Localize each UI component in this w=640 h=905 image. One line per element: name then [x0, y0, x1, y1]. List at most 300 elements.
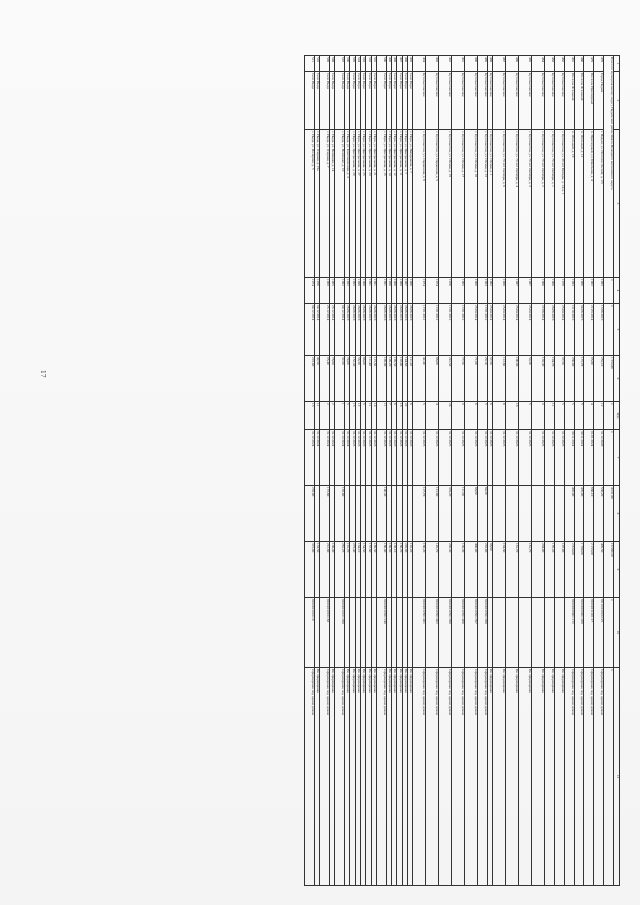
cell-land-area: 335,20 [439, 486, 452, 542]
cell-cadastral-number [519, 598, 532, 668]
cell-land-status: Сформирован под одним домом [320, 668, 330, 886]
cell-land-area: 270,00 [305, 486, 315, 542]
cell-row-number: 491 [452, 56, 465, 72]
cell-land-status: Сформирован под одним домом [305, 668, 315, 886]
cell-year-built: 1988 [545, 278, 555, 304]
cell-residents: 24 [439, 402, 452, 430]
cell-relocation-deadline: 31.12.2024 [314, 430, 319, 486]
cell-area: 111,40 [366, 356, 371, 402]
cell-land-status: Сформирован под одним домом [478, 668, 488, 886]
cell-land-status: Сформирован под одним домом [376, 668, 386, 886]
cell-land-area [402, 486, 407, 542]
cell-address: с. Нори, ул. Центральная, д. 15 [376, 130, 386, 278]
cell-address: с. Нори, ул. Центральная, д. 21 [371, 130, 376, 278]
cell-land-area [371, 486, 376, 542]
cell-settlement: Кутопьюганское [493, 72, 506, 130]
table-row [371, 56, 376, 886]
cell-recognition-date: 25.04.2014 [493, 304, 506, 356]
cell-relocation-deadline: 31.12.2025 [532, 430, 545, 486]
cell-row-number: 484 [532, 56, 545, 72]
cell-land-area [397, 486, 402, 542]
cell-settlement: Село Нори [386, 72, 391, 130]
housing-table [304, 55, 620, 886]
cell-settlement: Поселок Ягельный [574, 72, 584, 130]
cell-land-status: Сформирован под одним домом [564, 668, 574, 886]
cell-recognition-date: 10.10.2013 [564, 304, 574, 356]
cell-year-built: 1969 [320, 278, 330, 304]
cell-year-built: 1988 [355, 278, 360, 304]
cell-building-area: 400,00 [465, 542, 478, 598]
cell-address: с. Кутопьюган, ул. 70 лет Октября, д. 2 [532, 130, 545, 278]
cell-land-status: Сформирован под одним домом [584, 668, 594, 886]
cell-settlement: Кутопьюганское [487, 72, 492, 130]
cell-address: с. Кутопьюган, ул. 30 лет Победы, д. 14, к. 1 [555, 130, 565, 278]
cell-cadastral-number: 89:04:020401:172 [564, 598, 574, 668]
cell-land-area: 420,00 [564, 486, 574, 542]
cell-cadastral-number [366, 598, 371, 668]
cell-address: с. Ныда, ул. Озерная, д. 7 [320, 130, 330, 278]
cell-address: с. Кутопьюган, ул. 70 лет Октября, д. 1 [545, 130, 555, 278]
cell-area: 95,80 [584, 356, 594, 402]
cell-address: с. Нори, ул. Центральная, д. 25 [360, 130, 365, 278]
cell-land-area [555, 486, 565, 542]
cell-land-status: Не сформирован [391, 668, 396, 886]
table-row [329, 56, 334, 886]
col-num-12: 12 [614, 668, 620, 886]
cell-land-status: Сформирован под одним домом [426, 668, 439, 886]
cell-row-number: 481 [564, 56, 574, 72]
cell-recognition-date: 17.01.2012 [439, 304, 452, 356]
cell-cadastral-number [360, 598, 365, 668]
cell-row-number: 509 [320, 56, 330, 72]
cell-address: с. Кутопьюган, ул. 70 лет Октября, д. 6 [493, 130, 506, 278]
table-row [555, 56, 565, 886]
cell-recognition-date: 28.06.2016 [366, 304, 371, 356]
cell-building-area: 209,30 [439, 542, 452, 598]
cell-year-built: 1995 [350, 278, 355, 304]
cell-row-number: 494 [413, 56, 426, 72]
cell-year-built: 1988 [493, 278, 506, 304]
cell-address: с. Нори, ул. Центральная, д. 23 [366, 130, 371, 278]
cell-land-status: Не сформирован [366, 668, 371, 886]
cell-land-status: Не сформирован [545, 668, 555, 886]
cell-settlement: Поселок Приозерный [584, 72, 594, 130]
cell-land-area [545, 486, 555, 542]
table-row [465, 56, 478, 886]
cell-relocation-deadline: 31.12.2025 [545, 430, 555, 486]
cell-building-area: 161,70 [506, 542, 519, 598]
cell-row-number: 508 [329, 56, 334, 72]
cell-year-built: 1987 [402, 278, 407, 304]
cell-building-area: 275,40 [350, 542, 355, 598]
cell-year-built: 1974 [305, 278, 315, 304]
table-row [439, 56, 452, 886]
cell-address: с. Кутопьюган, ул. 70 лет Октября, д. 3 [519, 130, 532, 278]
cell-cadastral-number [506, 598, 519, 668]
cell-settlement: Город Надым [594, 72, 604, 130]
summary-cell: 16 500,50 [604, 542, 614, 598]
table-row [478, 56, 488, 886]
col-num-6: 6 [614, 356, 620, 402]
cell-cadastral-number [314, 598, 319, 668]
cell-area: 110,00 [397, 356, 402, 402]
cell-residents: 16 [506, 402, 519, 430]
cell-residents: 14 [371, 402, 376, 430]
table-body [305, 56, 620, 886]
cell-recognition-date: 28.06.2016 [371, 304, 376, 356]
col-num-2: 2 [614, 72, 620, 130]
cell-area: 109,50 [391, 356, 396, 402]
cell-relocation-deadline: 31.12.2025 [506, 430, 519, 486]
cell-relocation-deadline: 31.12.2023 [350, 430, 355, 486]
col-num-1: 1 [614, 56, 620, 72]
cell-year-built: 1987 [519, 278, 532, 304]
cell-relocation-deadline: 31.12.2025 [465, 430, 478, 486]
cell-building-area: 154,50 [360, 542, 365, 598]
col-num-6-9: 6(9) [614, 402, 620, 430]
cell-row-number: 492 [439, 56, 452, 72]
cell-residents: 6 [465, 402, 478, 430]
cell-recognition-date: 17.01.2012 [478, 304, 488, 356]
cell-land-status: Сформирован под одним домом [574, 668, 584, 886]
cell-area: 77,50 [452, 356, 465, 402]
cell-settlement: Кутопьюганское [439, 72, 452, 130]
cell-year-built: 1987 [506, 278, 519, 304]
cell-relocation-deadline: 31.12.2025 [439, 430, 452, 486]
cell-recognition-date: 28.06.2016 [376, 304, 386, 356]
cell-land-status: Не сформирован [532, 668, 545, 886]
cell-year-built: 1963 [478, 278, 488, 304]
cell-recognition-date: 04.12.2014 [314, 304, 319, 356]
cell-land-area [487, 486, 492, 542]
cell-address: с. Нори, ул. Набережная, д. 7 [407, 130, 412, 278]
cell-land-area: 172,80 [320, 486, 330, 542]
table-row [305, 56, 315, 886]
cell-area: 100,90 [506, 356, 519, 402]
cell-year-built: 1988 [391, 278, 396, 304]
cell-settlement: Село Ныда [314, 72, 319, 130]
cell-residents: 11 [314, 402, 319, 430]
cell-area: 74,00 [345, 356, 350, 402]
cell-year-built: 1988 [532, 278, 545, 304]
cell-residents: 16 [397, 402, 402, 430]
cell-settlement: Кутопьюганское [426, 72, 439, 130]
cell-recognition-date: 04.12.2014 [305, 304, 315, 356]
cell-year-built: 1991 [371, 278, 376, 304]
cell-recognition-date: 21.03.2014 [584, 304, 594, 356]
cell-cadastral-number [371, 598, 376, 668]
cell-row-number: 489 [478, 56, 488, 72]
cell-year-built: 1976 [555, 278, 565, 304]
cell-address: с. Кутопьюган, ул. Обская, д. 19 [439, 130, 452, 278]
cell-relocation-deadline: 31.12.2023 [402, 430, 407, 486]
cell-land-status: Не сформирован [345, 668, 350, 886]
cell-cadastral-number: 89:04:010501:402 [426, 598, 439, 668]
cell-recognition-date: 28.06.2016 [350, 304, 355, 356]
cell-relocation-deadline: 31.12.2025 [487, 430, 492, 486]
summary-cell: х [604, 430, 614, 486]
cell-recognition-date: 25.04.2014 [487, 304, 492, 356]
rotated-table-sheet [80, 55, 620, 885]
cell-building-area: 133,50 [314, 542, 319, 598]
cell-year-built: 1983 [564, 278, 574, 304]
cell-land-status: Сформирован под одним домом [335, 668, 345, 886]
cell-cadastral-number [493, 598, 506, 668]
cell-building-area: 139,30 [452, 542, 465, 598]
cell-land-area [345, 486, 350, 542]
cell-land-status: Сформирован под одним домом [452, 668, 465, 886]
table-row [402, 56, 407, 886]
cell-building-area: 212,80 [320, 542, 330, 598]
cell-area: 29,10 [478, 356, 488, 402]
cell-land-area [355, 486, 360, 542]
cell-year-built: 1986 [574, 278, 584, 304]
summary-cell: 4 031,90 [604, 486, 614, 542]
table-row [355, 56, 360, 886]
cell-recognition-date: 28.06.2016 [407, 304, 412, 356]
cell-recognition-date: 28.06.2016 [397, 304, 402, 356]
cell-recognition-date: 25.04.2014 [519, 304, 532, 356]
cell-row-number: 485 [519, 56, 532, 72]
cell-cadastral-number [555, 598, 565, 668]
table-row [335, 56, 345, 886]
cell-cadastral-number [391, 598, 396, 668]
cell-cadastral-number: 89:04:010501:398 [478, 598, 488, 668]
cell-settlement: Поселок Ягельный [564, 72, 574, 130]
cell-land-area: 538,20 [594, 486, 604, 542]
cell-area: 37,50 [555, 356, 565, 402]
cell-building-area: 160,40 [376, 542, 386, 598]
cell-settlement: Кутопьюганское [519, 72, 532, 130]
table-row [506, 56, 519, 886]
cell-residents: 13 [305, 402, 315, 430]
cell-residents: 9 [532, 402, 545, 430]
cell-address: с. Ныда, ул. Полярная, д. 5 [305, 130, 315, 278]
cell-building-area: 189,50 [371, 542, 376, 598]
cell-land-status: Не сформирован [355, 668, 360, 886]
col-num-5: 5 [614, 304, 620, 356]
cell-settlement: Село Нори [407, 72, 412, 130]
summary-label: Итого по муниципальному округу Надымский район Ямало-Ненецкого автономного округа [604, 56, 614, 278]
cell-year-built: 1965 [452, 278, 465, 304]
col-num-7: 7 [614, 430, 620, 486]
cell-building-area: 191,70 [345, 542, 350, 598]
cell-area: 241,50 [439, 356, 452, 402]
cell-building-area: 204,00 [532, 542, 545, 598]
cell-address: п. Ягельный, д. 12 [574, 130, 584, 278]
cell-row-number: 486 [506, 56, 519, 72]
cell-row-number: 479 [584, 56, 594, 72]
cell-settlement: Село Нори [350, 72, 355, 130]
cell-row-number: 495 [407, 56, 412, 72]
cell-residents: 11 [366, 402, 371, 430]
cell-row-number: 493 [426, 56, 439, 72]
cell-area: 95,40 [320, 356, 330, 402]
cell-row-number: 500 [376, 56, 386, 72]
cell-land-status: Не сформирован [329, 668, 334, 886]
summary-cell: х [604, 278, 614, 304]
cell-area: 56,30 [355, 356, 360, 402]
cell-residents: 7 [386, 402, 391, 430]
cell-area: 144,60 [402, 356, 407, 402]
cell-building-area: 2 824,00 [564, 542, 574, 598]
cell-building-area: 281,25 [335, 542, 345, 598]
cell-area: 109,20 [386, 356, 391, 402]
cell-residents: 5 [360, 402, 365, 430]
cell-building-area: 192,20 [407, 542, 412, 598]
summary-cell: х [604, 304, 614, 356]
cell-cadastral-number: 89:04:010101:398 [335, 598, 345, 668]
cell-address: с. Кутопьюган, ул. Обская, д. 16 [465, 130, 478, 278]
cell-address: п. Ягельный, д. 16 [564, 130, 574, 278]
cell-area: 230,00 [564, 356, 574, 402]
cell-settlement: Село Нори [371, 72, 376, 130]
table-row [320, 56, 330, 886]
cell-cadastral-number: 89:04:010101:8 [305, 598, 315, 668]
cell-land-area [506, 486, 519, 542]
cell-recognition-date: 28.06.2016 [360, 304, 365, 356]
cell-address: с. Кутопьюган, ул. Обская, д. 17 [452, 130, 465, 278]
cell-relocation-deadline: 31.12.2023 [366, 430, 371, 486]
cell-cadastral-number [397, 598, 402, 668]
cell-area: 50,30 [519, 356, 532, 402]
cell-address: с. Ныда, ул. Комсомольская, д. 3 [345, 130, 350, 278]
cell-relocation-deadline: 31.12.2023 [355, 430, 360, 486]
cell-row-number: 502 [366, 56, 371, 72]
cell-land-area [386, 486, 391, 542]
cell-land-area [314, 486, 319, 542]
cell-settlement: Кутопьюганское [413, 72, 426, 130]
cell-building-area: 210,00 [478, 542, 488, 598]
cell-row-number: 511 [305, 56, 315, 72]
cell-residents: 5 [478, 402, 488, 430]
cell-residents: 8 [487, 402, 492, 430]
table-row [426, 56, 439, 886]
cell-cadastral-number: 89:04:011201:17 [584, 598, 594, 668]
cell-relocation-deadline: 31.12.2025 [519, 430, 532, 486]
cell-area: 252,10 [594, 356, 604, 402]
cell-land-status: Не сформирован [314, 668, 319, 886]
cell-address: с. Ныда, ул. Немецкая, д. 14 [329, 130, 334, 278]
cell-land-area [350, 486, 355, 542]
cell-settlement: Кутопьюганское [532, 72, 545, 130]
cell-year-built: 1966 [465, 278, 478, 304]
summary-cell: х [604, 668, 614, 886]
cell-row-number: 478 [594, 56, 604, 72]
cell-year-built: 1988 [397, 278, 402, 304]
cell-relocation-deadline: 31.12.2025 [493, 430, 506, 486]
cell-relocation-deadline: 31.12.2023 [371, 430, 376, 486]
col-num-3: 3 [614, 130, 620, 278]
cell-address: с. Нори, ул. Центральная, д. 7 [402, 130, 407, 278]
cell-year-built: 1985 [594, 278, 604, 304]
cell-area: 109,00 [376, 356, 386, 402]
summary-cell: х [604, 598, 614, 668]
cell-land-status: Не сформирован [506, 668, 519, 886]
cell-settlement: Село Нори [402, 72, 407, 130]
table-row [519, 56, 532, 886]
cell-settlement: Кутопьюганское [478, 72, 488, 130]
cell-recognition-date: 25.04.2014 [555, 304, 565, 356]
cell-settlement: Кутопьюганское [465, 72, 478, 130]
cell-relocation-deadline: 31.12.2025 [426, 430, 439, 486]
cell-relocation-deadline: 31.12.2025 [555, 430, 565, 486]
cell-land-status: Не сформирован [350, 668, 355, 886]
cell-land-area [493, 486, 506, 542]
cell-residents: 5 [564, 402, 574, 430]
cell-cadastral-number [345, 598, 350, 668]
cell-year-built: 1962 [487, 278, 492, 304]
cell-recognition-date: 28.06.2016 [545, 304, 555, 356]
table-row [391, 56, 396, 886]
cell-residents: 5 [345, 402, 350, 430]
cell-area: 42,40 [413, 356, 426, 402]
table-row [564, 56, 574, 886]
cell-recognition-date: 28.06.2016 [391, 304, 396, 356]
cell-residents: 12 [594, 402, 604, 430]
cell-settlement: Кутопьюганское [545, 72, 555, 130]
cell-land-status: Сформирован под одним домом [413, 668, 426, 886]
cell-row-number: 497 [397, 56, 402, 72]
cell-land-status: Не сформирован [360, 668, 365, 886]
cell-year-built: 1990 [386, 278, 391, 304]
cell-settlement: Село Нори [360, 72, 365, 130]
table-row [594, 56, 604, 886]
cell-settlement: Село Нори [397, 72, 402, 130]
cell-residents: 9 [452, 402, 465, 430]
cell-area: 42,50 [314, 356, 319, 402]
cell-recognition-date: 04.12.2014 [335, 304, 345, 356]
cell-relocation-deadline: 31.12.2023 [397, 430, 402, 486]
cell-cadastral-number: 89:04:010101:83 [320, 598, 330, 668]
cell-address: с. Нори, ул. Центральная, д. 12 [391, 130, 396, 278]
cell-relocation-deadline: 30.11.2024 [574, 430, 584, 486]
cell-area: 104,70 [545, 356, 555, 402]
cell-relocation-deadline: 31.12.2023 [391, 430, 396, 486]
table-row [386, 56, 391, 886]
table-row [314, 56, 319, 886]
cell-recognition-date: 28.06.2016 [355, 304, 360, 356]
cell-land-status: Не сформирован [402, 668, 407, 886]
cell-address: с. Кутопьюган, ул. Окраинная, д. 5 [426, 130, 439, 278]
cell-residents: 11 [545, 402, 555, 430]
cell-address: с. Нори, ул. Центральная, д. 29 [350, 130, 355, 278]
cell-cadastral-number [355, 598, 360, 668]
cell-land-area: 660,10 [584, 486, 594, 542]
cell-building-area: 170,20 [545, 542, 555, 598]
cell-settlement: Село Нори [391, 72, 396, 130]
cell-building-area: 194,80 [493, 542, 506, 598]
cell-row-number: 503 [360, 56, 365, 72]
cell-land-status: Не сформирован [519, 668, 532, 886]
cell-building-area: 138,10 [391, 542, 396, 598]
column-number-row [614, 56, 620, 886]
col-num-9: 9 [614, 542, 620, 598]
cell-land-status: Сформирован под одним домом [594, 668, 604, 886]
table-row [584, 56, 594, 886]
cell-recognition-date: 17.01.2012 [413, 304, 426, 356]
cell-year-built: 1991 [376, 278, 386, 304]
cell-relocation-deadline: 31.12.2025 [452, 430, 465, 486]
cell-year-built: 1988 [360, 278, 365, 304]
cell-land-status: Не сформирован [407, 668, 412, 886]
cell-cadastral-number [532, 598, 545, 668]
cell-address: с. Нори, ул. Центральная, д. 11 [397, 130, 402, 278]
cell-settlement: Кутопьюганское [506, 72, 519, 130]
cell-recognition-date: 17.01.2012 [426, 304, 439, 356]
cell-area: 86,00 [360, 356, 365, 402]
table-row [545, 56, 555, 886]
